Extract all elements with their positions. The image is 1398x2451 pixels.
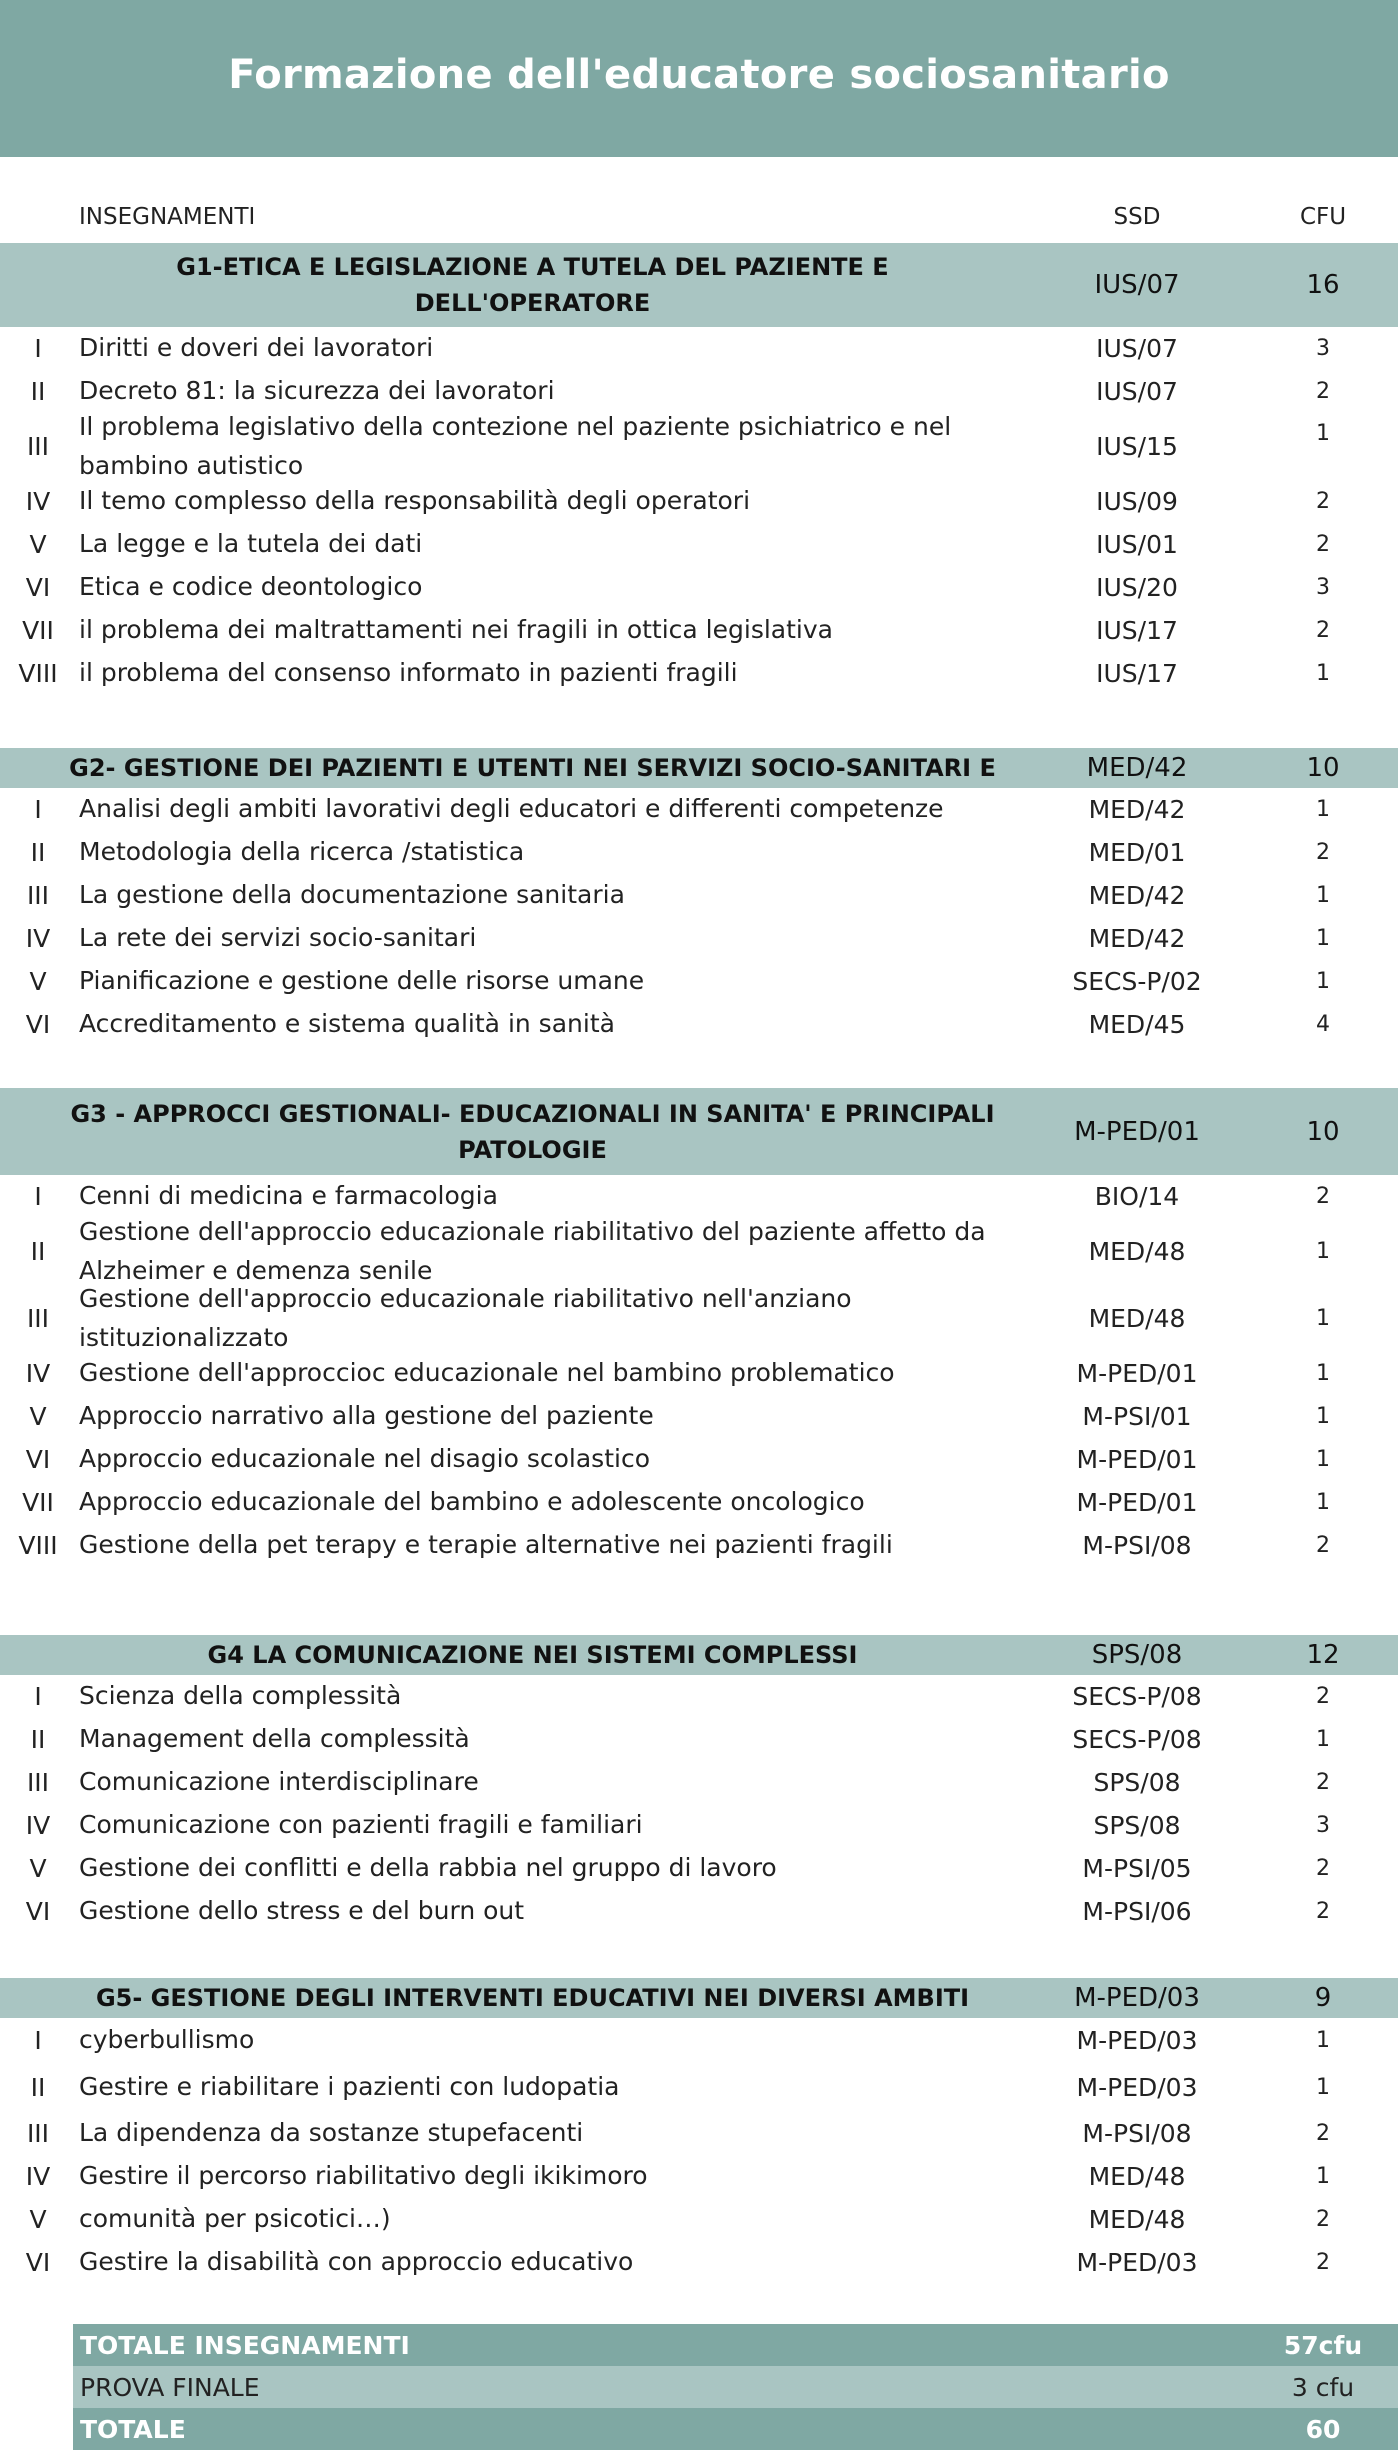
course-row: [0, 566, 1398, 609]
row-number: VI: [25, 573, 51, 602]
course-row: [0, 1847, 1398, 1890]
totals-value: 57cfu: [1283, 2330, 1363, 2360]
course-ssd: MED/42: [1088, 881, 1186, 910]
course-ssd: IUS/17: [1096, 659, 1178, 688]
course-label: Gestione dell'approccioc educazionale nel bambino problematico: [79, 1358, 895, 1388]
course-cfu: 1: [1316, 1306, 1330, 1331]
course-label: Cenni di medicina e farmacologia: [79, 1181, 498, 1211]
course-ssd: M-PSI/01: [1082, 1402, 1192, 1431]
column-header-cfu: CFU: [1299, 204, 1347, 230]
course-cfu: 1: [1316, 421, 1330, 446]
course-row: [0, 788, 1398, 831]
course-row: [0, 1175, 1398, 1218]
course-label: Gestione dell'approccio educazionale riabilitativo del paziente affetto da Alzheimer e demenza senile: [79, 1216, 986, 1285]
totals-row-prova-finale: [73, 2366, 1398, 2408]
course-label: La legge e la tutela dei dati: [79, 529, 423, 559]
totals-row-totale: [73, 2408, 1398, 2450]
course-label: Gestione dello stress e del burn out: [79, 1896, 525, 1926]
course-cfu: 3: [1316, 575, 1330, 600]
row-number: V: [29, 530, 47, 559]
row-number: VII: [22, 1488, 54, 1517]
course-group: [0, 1635, 1398, 1933]
group-cfu: 10: [1306, 1116, 1340, 1147]
group-title: G4 LA COMUNICAZIONE NEI SISTEMI COMPLESSI: [207, 1641, 858, 1669]
row-number: II: [30, 1237, 46, 1266]
course-row: [0, 1804, 1398, 1847]
course-cfu: 2: [1316, 618, 1330, 643]
course-label: Approccio narrativo alla gestione del paziente: [79, 1401, 654, 1431]
row-number: IV: [25, 487, 51, 516]
course-label: Analisi degli ambiti lavorativi degli educatori e differenti competenze: [79, 794, 944, 824]
course-label: Gestire e riabilitare i pazienti con ludopatia: [79, 2071, 620, 2101]
course-group: [0, 1088, 1398, 1567]
course-cfu: 1: [1316, 926, 1330, 951]
group-ssd: M-PED/01: [1074, 1116, 1200, 1147]
totals-label: PROVA FINALE: [80, 2372, 260, 2402]
group-cfu: 10: [1306, 753, 1340, 783]
course-cfu: 2: [1316, 2206, 1330, 2232]
course-ssd: IUS/15: [1096, 432, 1178, 461]
row-number: II: [30, 1725, 46, 1754]
course-ssd: M-PED/03: [1076, 2025, 1198, 2055]
course-ssd: IUS/17: [1096, 616, 1178, 645]
course-label: Metodologia della ricerca /statistica: [79, 837, 525, 867]
course-cfu: 2: [1316, 379, 1330, 404]
group-cfu: 12: [1306, 1640, 1340, 1670]
course-label: il problema del consenso informato in pazienti fragili: [79, 658, 738, 688]
course-label: Gestione dell'approccio educazionale riabilitativo nell'anziano istituzionalizzato: [79, 1283, 852, 1352]
course-ssd: MED/42: [1088, 924, 1186, 953]
course-cfu: 2: [1316, 1533, 1330, 1558]
course-group: [0, 243, 1398, 695]
row-number: V: [29, 1402, 47, 1431]
course-cfu: 1: [1316, 1361, 1330, 1386]
course-ssd: IUS/20: [1096, 573, 1178, 602]
course-row: [0, 2018, 1398, 2062]
course-row: [0, 2198, 1398, 2240]
row-number: III: [26, 1768, 50, 1797]
group-ssd: IUS/07: [1094, 270, 1180, 300]
course-row: [0, 1003, 1398, 1046]
course-label: Decreto 81: la sicurezza dei lavoratori: [79, 376, 555, 406]
course-ssd: MED/48: [1088, 2204, 1186, 2234]
row-number: VI: [25, 1010, 51, 1039]
totals-row-insegnamenti: [73, 2324, 1398, 2366]
course-ssd: IUS/09: [1096, 487, 1178, 516]
group-ssd: SPS/08: [1091, 1640, 1183, 1670]
course-row: [0, 1352, 1398, 1395]
course-cfu: 2: [1316, 1684, 1330, 1709]
course-row: [0, 370, 1398, 413]
course-label: Gestire la disabilità con approccio educativo: [79, 2246, 634, 2276]
course-cfu: 2: [1316, 1856, 1330, 1881]
row-number: IV: [25, 924, 51, 953]
course-cfu: 4: [1316, 1012, 1330, 1037]
course-cfu: 1: [1316, 2027, 1330, 2053]
course-row: [0, 1395, 1398, 1438]
course-cfu: 2: [1316, 2120, 1330, 2146]
course-row: [0, 1718, 1398, 1761]
course-cfu: 2: [1316, 2249, 1330, 2275]
group-title: G2- GESTIONE DEI PAZIENTI E UTENTI NEI SERVIZI SOCIO-SANITARI E: [69, 754, 996, 782]
course-cfu: 1: [1316, 1239, 1330, 1264]
course-row: [0, 2112, 1398, 2154]
course-ssd: M-PSI/08: [1082, 1531, 1192, 1560]
group-header: [0, 243, 1398, 327]
totals-value: 60: [1305, 2414, 1341, 2444]
course-ssd: M-PED/01: [1076, 1488, 1198, 1517]
page-header: [0, 0, 1398, 157]
course-ssd: IUS/07: [1096, 334, 1178, 363]
row-number: I: [34, 1682, 42, 1711]
course-cfu: 1: [1316, 1727, 1330, 1752]
row-number: IV: [25, 1811, 51, 1840]
course-label: La rete dei servizi socio-sanitari: [79, 923, 477, 953]
course-row: [0, 960, 1398, 1003]
course-ssd: SECS-P/02: [1072, 967, 1202, 996]
row-number: II: [30, 838, 46, 867]
course-row: [0, 413, 1398, 480]
row-number: I: [34, 2025, 42, 2055]
group-header: [0, 1635, 1398, 1675]
course-row: [0, 831, 1398, 874]
row-number: I: [34, 334, 42, 363]
row-number: V: [29, 1854, 47, 1883]
row-number: VIII: [18, 659, 58, 688]
course-cfu: 1: [1316, 1447, 1330, 1472]
group-title: G1-ETICA E LEGISLAZIONE A TUTELA DEL PAZIENTE E DELL'OPERATORE: [176, 253, 889, 317]
totals-value: 3 cfu: [1291, 2372, 1355, 2402]
course-row: [0, 1761, 1398, 1804]
course-ssd: IUS/07: [1096, 377, 1178, 406]
course-row: [0, 480, 1398, 523]
group-header: [0, 748, 1398, 788]
course-row: [0, 327, 1398, 370]
row-number: V: [29, 967, 47, 996]
row-number: II: [30, 2072, 46, 2102]
course-cfu: 1: [1316, 797, 1330, 822]
course-cfu: 1: [1316, 2074, 1330, 2100]
course-cfu: 3: [1316, 1813, 1330, 1838]
page-title: Formazione dell'educatore sociosanitario: [228, 52, 1170, 98]
course-cfu: 2: [1316, 489, 1330, 514]
course-ssd: MED/42: [1088, 795, 1186, 824]
course-cfu: 1: [1316, 883, 1330, 908]
course-row: [0, 874, 1398, 917]
row-number: I: [34, 795, 42, 824]
course-row: [0, 1218, 1398, 1285]
course-label: Gestione della pet terapy e terapie alternative nei pazienti fragili: [79, 1530, 893, 1560]
course-ssd: SECS-P/08: [1072, 1725, 1202, 1754]
course-label: Approccio educazionale del bambino e adolescente oncologico: [79, 1487, 865, 1517]
course-group: [0, 1978, 1398, 2284]
course-cfu: 1: [1316, 661, 1330, 686]
group-title: G5- GESTIONE DEGLI INTERVENTI EDUCATIVI NEI DIVERSI AMBITI: [95, 1984, 970, 2012]
column-header-ssd: SSD: [1113, 204, 1161, 230]
group-title: G3 - APPROCCI GESTIONALI- EDUCAZIONALI IN SANITA' E PRINCIPALI PATOLOGIE: [70, 1099, 995, 1164]
course-cfu: 2: [1316, 1770, 1330, 1795]
course-cfu: 1: [1316, 969, 1330, 994]
group-ssd: M-PED/03: [1074, 1983, 1200, 2013]
course-label: Gestire il percorso riabilitativo degli ikikimoro: [79, 2160, 648, 2190]
course-cfu: 2: [1316, 1899, 1330, 1924]
totals-label: TOTALE INSEGNAMENTI: [80, 2330, 410, 2360]
course-ssd: MED/45: [1088, 1010, 1186, 1039]
course-ssd: M-PSI/08: [1082, 2118, 1192, 2148]
course-row: [0, 1438, 1398, 1481]
course-label: Gestione dei conflitti e della rabbia nel gruppo di lavoro: [79, 1853, 777, 1883]
course-row: [0, 1481, 1398, 1524]
row-number: VII: [22, 616, 54, 645]
group-ssd: MED/42: [1086, 753, 1188, 783]
course-ssd: M-PED/03: [1076, 2072, 1198, 2102]
row-number: III: [26, 1304, 50, 1333]
course-label: Diritti e doveri dei lavoratori: [79, 333, 434, 363]
totals-label: TOTALE: [80, 2414, 186, 2444]
course-label: Approccio educazionale nel disagio scolastico: [79, 1444, 650, 1474]
course-group: [0, 748, 1398, 1046]
group-cfu: 9: [1314, 1983, 1332, 2013]
row-number: I: [34, 1182, 42, 1211]
row-number: IV: [25, 1359, 51, 1388]
course-ssd: BIO/14: [1094, 1182, 1180, 1211]
course-label: Il problema legislativo della contezione nel paziente psichiatrico e nel bambino autistico: [79, 411, 952, 480]
row-number: III: [26, 2118, 50, 2148]
course-ssd: M-PSI/06: [1082, 1897, 1192, 1926]
course-ssd: SPS/08: [1093, 1811, 1181, 1840]
course-ssd: M-PED/03: [1076, 2247, 1198, 2277]
course-cfu: 2: [1316, 1184, 1330, 1209]
row-number: VI: [25, 2247, 51, 2277]
course-label: Comunicazione interdisciplinare: [79, 1767, 479, 1797]
course-cfu: 1: [1316, 2163, 1330, 2189]
row-number: VIII: [18, 1531, 58, 1560]
row-number: V: [29, 2204, 47, 2234]
course-ssd: M-PSI/05: [1082, 1854, 1192, 1883]
row-number: VI: [25, 1897, 51, 1926]
group-header: [0, 1978, 1398, 2018]
course-label: comunità per psicotici…): [79, 2203, 391, 2233]
course-label: Pianificazione e gestione delle risorse umane: [79, 966, 645, 996]
course-cfu: 1: [1316, 1404, 1330, 1429]
course-row: [0, 1285, 1398, 1352]
course-label: Management della complessità: [79, 1724, 470, 1754]
course-label: La gestione della documentazione sanitaria: [79, 880, 625, 910]
course-row: [0, 2240, 1398, 2284]
course-label: Etica e codice deontologico: [79, 572, 423, 602]
group-cfu: 16: [1306, 270, 1340, 300]
course-cfu: 3: [1316, 336, 1330, 361]
row-number: III: [26, 432, 50, 461]
course-row: [0, 1524, 1398, 1567]
course-ssd: SECS-P/08: [1072, 1682, 1202, 1711]
row-number: III: [26, 881, 50, 910]
course-cfu: 2: [1316, 840, 1330, 865]
course-row: [0, 609, 1398, 652]
course-cfu: 1: [1316, 1490, 1330, 1515]
course-row: [0, 917, 1398, 960]
course-ssd: SPS/08: [1093, 1768, 1181, 1797]
course-row: [0, 523, 1398, 566]
course-row: [0, 2062, 1398, 2112]
course-row: [0, 2154, 1398, 2198]
row-number: IV: [25, 2161, 51, 2191]
course-row: [0, 652, 1398, 695]
course-ssd: MED/48: [1088, 1237, 1186, 1266]
course-label: Comunicazione con pazienti fragili e familiari: [79, 1810, 643, 1840]
course-ssd: MED/48: [1088, 2161, 1186, 2191]
course-label: Il temo complesso della responsabilità degli operatori: [79, 486, 751, 516]
totals-table: [73, 2324, 1398, 2450]
row-number: II: [30, 377, 46, 406]
course-label: La dipendenza da sostanze stupefacenti: [79, 2117, 584, 2147]
group-header: [0, 1088, 1398, 1175]
course-ssd: M-PED/01: [1076, 1359, 1198, 1388]
course-label: Scienza della complessità: [79, 1681, 402, 1711]
row-number: VI: [25, 1445, 51, 1474]
course-label: cyberbullismo: [79, 2024, 255, 2054]
course-ssd: M-PED/01: [1076, 1445, 1198, 1474]
course-row: [0, 1675, 1398, 1718]
course-ssd: MED/01: [1088, 838, 1186, 867]
course-cfu: 2: [1316, 532, 1330, 557]
course-label: il problema dei maltrattamenti nei fragili in ottica legislativa: [79, 615, 833, 645]
course-label: Accreditamento e sistema qualità in sanità: [79, 1009, 615, 1039]
course-ssd: IUS/01: [1096, 530, 1178, 559]
column-header-insegnamenti: INSEGNAMENTI: [79, 204, 256, 230]
course-row: [0, 1890, 1398, 1933]
course-ssd: MED/48: [1088, 1304, 1186, 1333]
